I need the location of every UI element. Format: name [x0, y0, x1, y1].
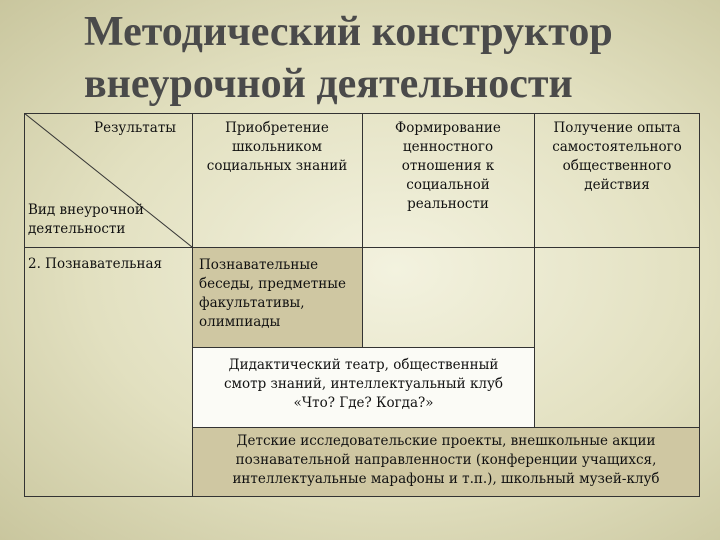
empty-cell-level-3	[534, 247, 700, 427]
header-level-1: Приобретение школьником социальных знаний	[206, 120, 348, 174]
level-3-activities: Детские исследовательские проекты, внешкольные акции познавательной направленности (конференции учащихся, интеллектуальные марафоны и т.п.), школьный музей-клуб	[192, 427, 700, 497]
row-label-cognitive: 2. Познавательная	[28, 256, 163, 272]
level-1-activities: Познавательные беседы, предметные факультативы, олимпиады	[192, 247, 363, 348]
corner-activity-label: Вид внеурочной деятельности	[28, 202, 144, 237]
header-level-2: Формирование ценностного отношения к социальной реальности	[395, 120, 501, 212]
grid-line	[534, 247, 535, 347]
corner-cell	[24, 113, 192, 247]
header-level-3: Получение опыта самостоятельного общественного действия	[552, 120, 682, 193]
title-line-2: внеурочной деятельности	[84, 61, 573, 107]
corner-results-label: Результаты	[94, 120, 177, 136]
grid-line	[362, 113, 363, 247]
empty-cell-level-2	[362, 247, 534, 347]
grid-line	[534, 113, 535, 247]
level-2-activities: Дидактический театр, общественный смотр знаний, интеллектуальный клуб «Что? Где? Когда?»	[192, 347, 535, 428]
title-line-1: Методический конструктор	[84, 9, 613, 55]
